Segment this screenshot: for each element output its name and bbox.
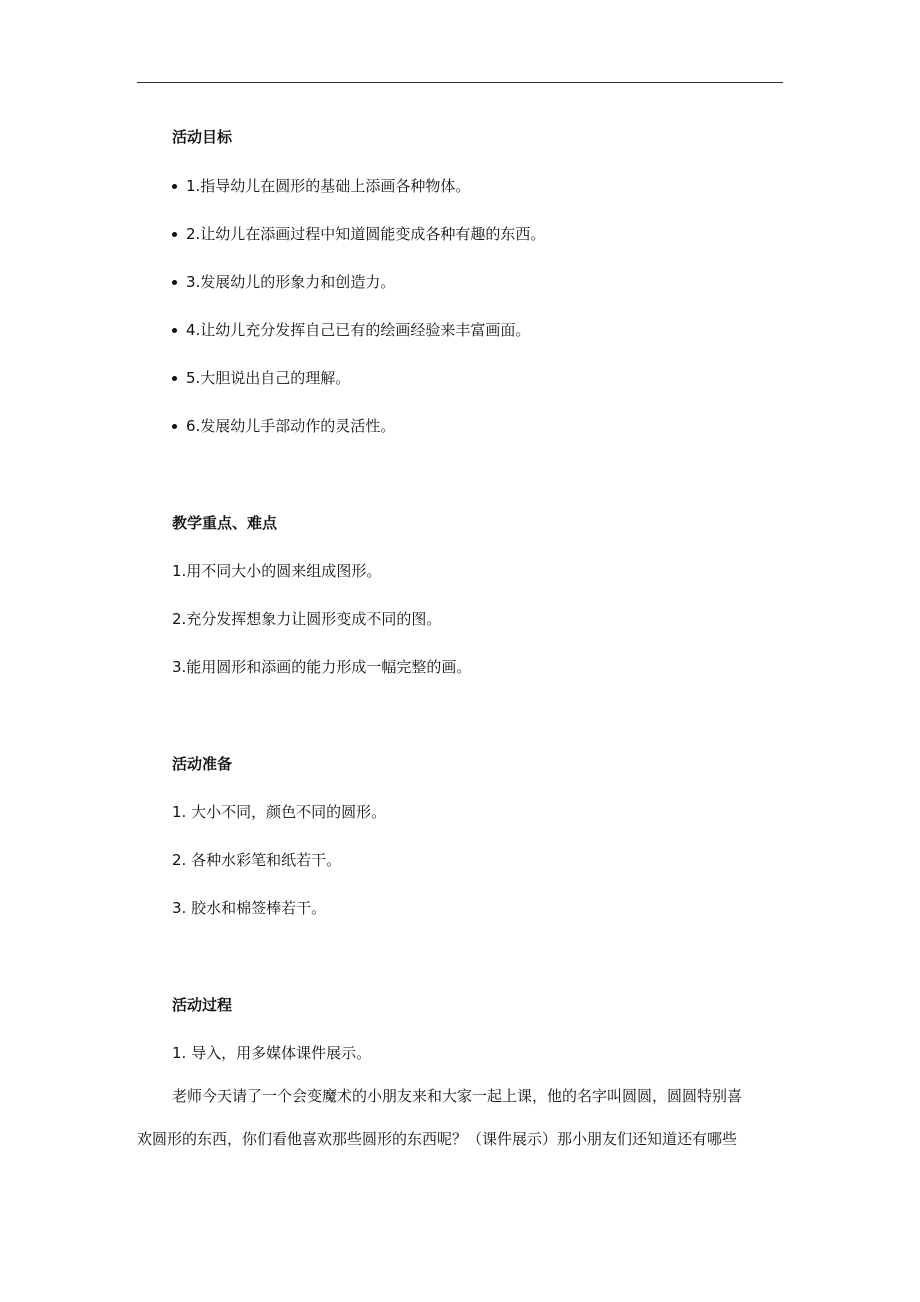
goal-item <box>172 320 530 340</box>
goal-item <box>172 368 350 388</box>
goal-item <box>172 224 545 244</box>
paragraph-line: 老师今天请了一个会变魔术的小朋友来和大家一起上课，他的名字叫圆圆，圆圆特别喜 <box>172 1087 743 1105</box>
key-points-heading: 教学重点、难点 <box>172 514 278 532</box>
preparation-item: 2. 各种水彩笔和纸若干。 <box>172 851 342 869</box>
goal-item-text: 4.让幼儿充分发挥自己已有的绘画经验来丰富画面。 <box>186 321 531 339</box>
goal-item <box>172 416 395 436</box>
bullet-icon <box>172 424 177 429</box>
bullet-icon <box>172 232 177 237</box>
goal-item-text: 6.发展幼儿手部动作的灵活性。 <box>186 417 396 435</box>
paragraph-line: 欢圆形的东西，你们看他喜欢那些圆形的东西呢？（课件展示）那小朋友们还知道还有哪些 <box>137 1130 738 1148</box>
goal-item-text: 2.让幼儿在添画过程中知道圆能变成各种有趣的东西。 <box>186 225 546 243</box>
goal-item-text: 1.指导幼儿在圆形的基础上添画各种物体。 <box>186 177 471 195</box>
preparation-item: 1. 大小不同，颜色不同的圆形。 <box>172 803 387 821</box>
goal-item <box>172 272 395 292</box>
process-step: 1. 导入，用多媒体课件展示。 <box>172 1044 372 1062</box>
key-point-item: 3.能用圆形和添画的能力形成一幅完整的画。 <box>172 658 472 676</box>
goal-item-text: 3.发展幼儿的形象力和创造力。 <box>186 273 396 291</box>
preparation-item: 3. 胶水和棉签棒若干。 <box>172 899 327 917</box>
goal-item-text: 5.大胆说出自己的理解。 <box>186 369 351 387</box>
process-paragraph <box>137 1075 783 1161</box>
key-point-item: 2.充分发挥想象力让圆形变成不同的图。 <box>172 610 442 628</box>
bullet-icon <box>172 280 177 285</box>
bullet-icon <box>172 184 177 189</box>
process-heading: 活动过程 <box>172 996 233 1014</box>
bullet-icon <box>172 376 177 381</box>
bullet-icon <box>172 328 177 333</box>
preparation-heading: 活动准备 <box>172 755 233 773</box>
goal-item <box>172 176 470 196</box>
goals-heading: 活动目标 <box>172 128 233 146</box>
key-point-item: 1.用不同大小的圆来组成图形。 <box>172 562 382 580</box>
header-rule <box>137 82 783 83</box>
